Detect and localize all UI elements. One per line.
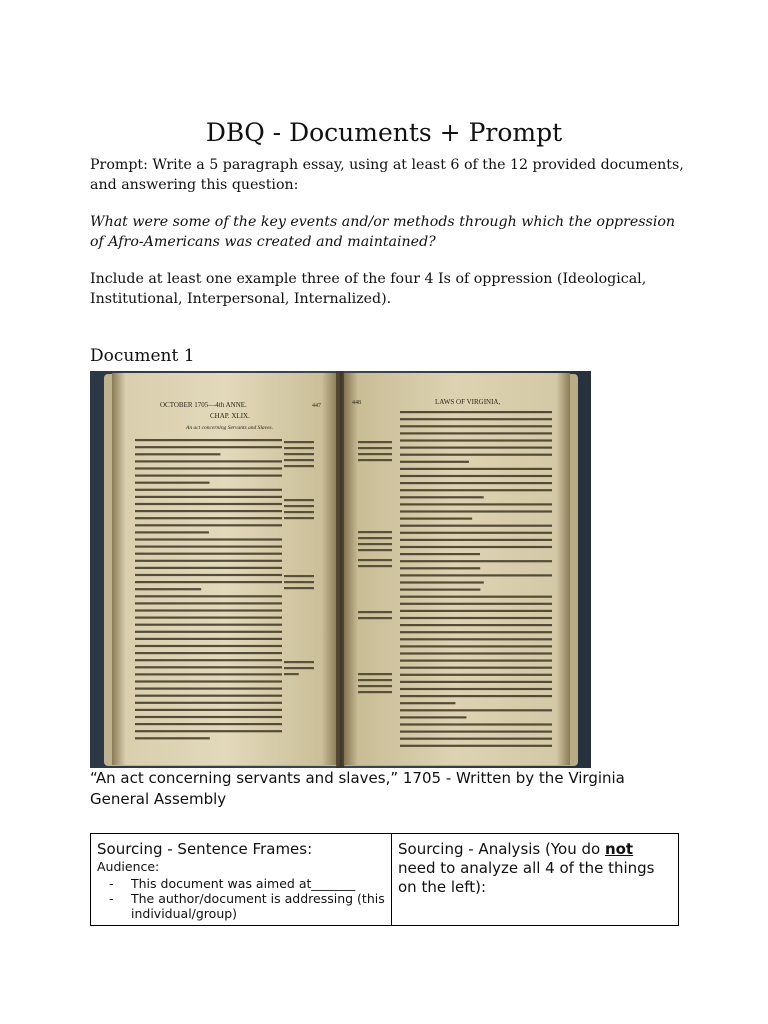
text-line [400, 681, 552, 683]
text-line [400, 525, 552, 527]
text-line [400, 510, 552, 512]
text-line [135, 475, 282, 477]
text-line [135, 680, 282, 682]
document-image [90, 371, 591, 768]
text-line [400, 617, 552, 619]
text-line [135, 567, 282, 569]
text-line [400, 553, 480, 555]
text-line [284, 447, 314, 449]
left-act-title: An act concerning Servants and Slaves. [186, 425, 274, 431]
text-line [135, 453, 220, 455]
text-line [135, 538, 282, 540]
analysis-title [398, 840, 672, 897]
text-line [358, 565, 392, 567]
text-line [400, 418, 552, 420]
text-line [400, 688, 552, 690]
text-line [284, 511, 314, 513]
text-line [358, 531, 392, 533]
text-line [284, 661, 314, 663]
text-line [400, 425, 552, 427]
text-line [358, 453, 392, 455]
text-line [135, 695, 282, 697]
audience-label: Audience: [97, 859, 160, 874]
text-line [135, 602, 282, 604]
text-line [400, 610, 552, 612]
text-line [400, 496, 484, 498]
text-line [135, 702, 282, 704]
text-line [284, 587, 314, 589]
text-line [400, 589, 480, 591]
text-line [135, 496, 282, 498]
text-line [400, 482, 552, 484]
text-line [400, 624, 552, 626]
text-line [400, 475, 552, 477]
text-line [400, 596, 552, 598]
left-page-number: 447 [312, 403, 321, 409]
text-line [400, 660, 552, 662]
text-line [284, 581, 314, 583]
text-line [400, 731, 552, 733]
text-line [400, 468, 552, 470]
right-running-head: LAWS OF VIRGINIA, [435, 398, 501, 406]
prompt-question: What were some of the key events and/or methods through which the oppression of Afro-Americans was created and maintained? [90, 214, 676, 250]
text-line [400, 432, 552, 434]
text-line [400, 503, 552, 505]
text-line [400, 546, 552, 548]
text-line [135, 609, 282, 611]
text-line [400, 532, 552, 534]
sentence-frame-item: - The author/document is addressing (this individual/group) [131, 891, 385, 921]
text-line [400, 638, 552, 640]
text-line [400, 645, 552, 647]
text-line [400, 411, 552, 413]
analysis-title-emphasis: not [604, 840, 634, 858]
document-heading: Document 1 [90, 346, 195, 366]
text-line [135, 467, 282, 469]
text-line [284, 465, 314, 467]
prompt-instruction: Include at least one example three of the four 4 Is of oppression (Ideological, Institutional, Interpersonal, Internalized). [90, 271, 647, 307]
text-line [400, 567, 480, 569]
text-line [284, 667, 314, 669]
text-line [400, 447, 552, 449]
text-line [135, 688, 282, 690]
text-line [358, 549, 392, 551]
book-spine [336, 371, 344, 768]
text-line [135, 723, 282, 725]
text-line [135, 531, 209, 533]
text-line [400, 667, 552, 669]
sentence-frame-item: - This document was aimed at_______ [131, 876, 385, 891]
text-line [400, 518, 472, 520]
text-line [400, 439, 552, 441]
prompt-intro: Prompt: Write a 5 paragraph essay, using at least 6 of the 12 provided documents, and answering this question: [90, 157, 684, 193]
text-line [135, 645, 282, 647]
text-line [284, 505, 314, 507]
text-line [358, 537, 392, 539]
text-line [400, 723, 552, 725]
text-line [135, 730, 282, 732]
text-line [358, 559, 392, 561]
text-line [400, 560, 552, 562]
text-line [358, 691, 392, 693]
analysis-title-part1: Sourcing - Analysis (You do [398, 840, 605, 858]
text-line [358, 673, 392, 675]
left-running-head: OCTOBER 1705—4th ANNE. [160, 401, 247, 409]
text-line [400, 574, 552, 576]
text-line [135, 560, 282, 562]
text-line [358, 447, 392, 449]
text-line [400, 581, 484, 583]
text-line [135, 489, 282, 491]
text-line [400, 702, 455, 704]
text-line [135, 439, 282, 441]
text-line [284, 673, 299, 675]
text-line [135, 553, 282, 555]
text-line [400, 716, 466, 718]
text-line [400, 709, 552, 711]
text-line [135, 737, 210, 739]
text-line [400, 674, 552, 676]
text-line [135, 574, 282, 576]
text-line [358, 611, 392, 613]
text-line [284, 517, 314, 519]
text-line [135, 716, 282, 718]
text-line [358, 459, 392, 461]
text-line [284, 499, 314, 501]
text-line [400, 489, 552, 491]
text-line [400, 454, 552, 456]
page-title: DBQ - Documents + Prompt [205, 118, 563, 147]
text-line [135, 631, 282, 633]
text-line [400, 652, 552, 654]
text-line [135, 652, 282, 654]
sourcing-table [90, 833, 679, 926]
text-line [358, 679, 392, 681]
text-line [284, 575, 314, 577]
text-line [135, 638, 282, 640]
document-caption: “An act concerning servants and slaves,” 1705 - Written by the Virginia General Assembly [90, 769, 625, 808]
text-line [135, 524, 282, 526]
text-line [135, 482, 210, 484]
text-line [135, 510, 282, 512]
analysis-title-part2: need to analyze all 4 of the things on the left): [398, 859, 655, 896]
text-line [358, 685, 392, 687]
text-line [135, 588, 201, 590]
text-line [400, 695, 552, 697]
analysis-cell[interactable] [392, 834, 679, 926]
text-line [135, 595, 282, 597]
text-line [400, 461, 469, 463]
text-line [135, 624, 282, 626]
text-line [400, 539, 552, 541]
text-line [135, 666, 282, 668]
text-line [135, 581, 282, 583]
sentence-frames-cell [91, 834, 392, 926]
right-page-number: 448 [352, 400, 361, 406]
sentence-frames-list [97, 876, 385, 921]
text-line [135, 460, 282, 462]
sentence-frames-title: Sourcing - Sentence Frames: [97, 840, 313, 858]
text-line [135, 659, 282, 661]
text-line [135, 709, 282, 711]
text-line [284, 441, 314, 443]
text-line [358, 617, 392, 619]
text-line [135, 546, 282, 548]
text-line [400, 738, 552, 740]
text-line [358, 543, 392, 545]
text-line [284, 459, 314, 461]
text-line [135, 517, 282, 519]
left-chapter: CHAP. XLIX. [210, 412, 250, 420]
text-line [400, 745, 552, 747]
text-line [400, 631, 552, 633]
text-line [284, 453, 314, 455]
text-line [135, 673, 282, 675]
text-line [358, 441, 392, 443]
text-line [135, 503, 282, 505]
text-line [400, 603, 552, 605]
text-line [135, 617, 282, 619]
text-line [135, 446, 282, 448]
